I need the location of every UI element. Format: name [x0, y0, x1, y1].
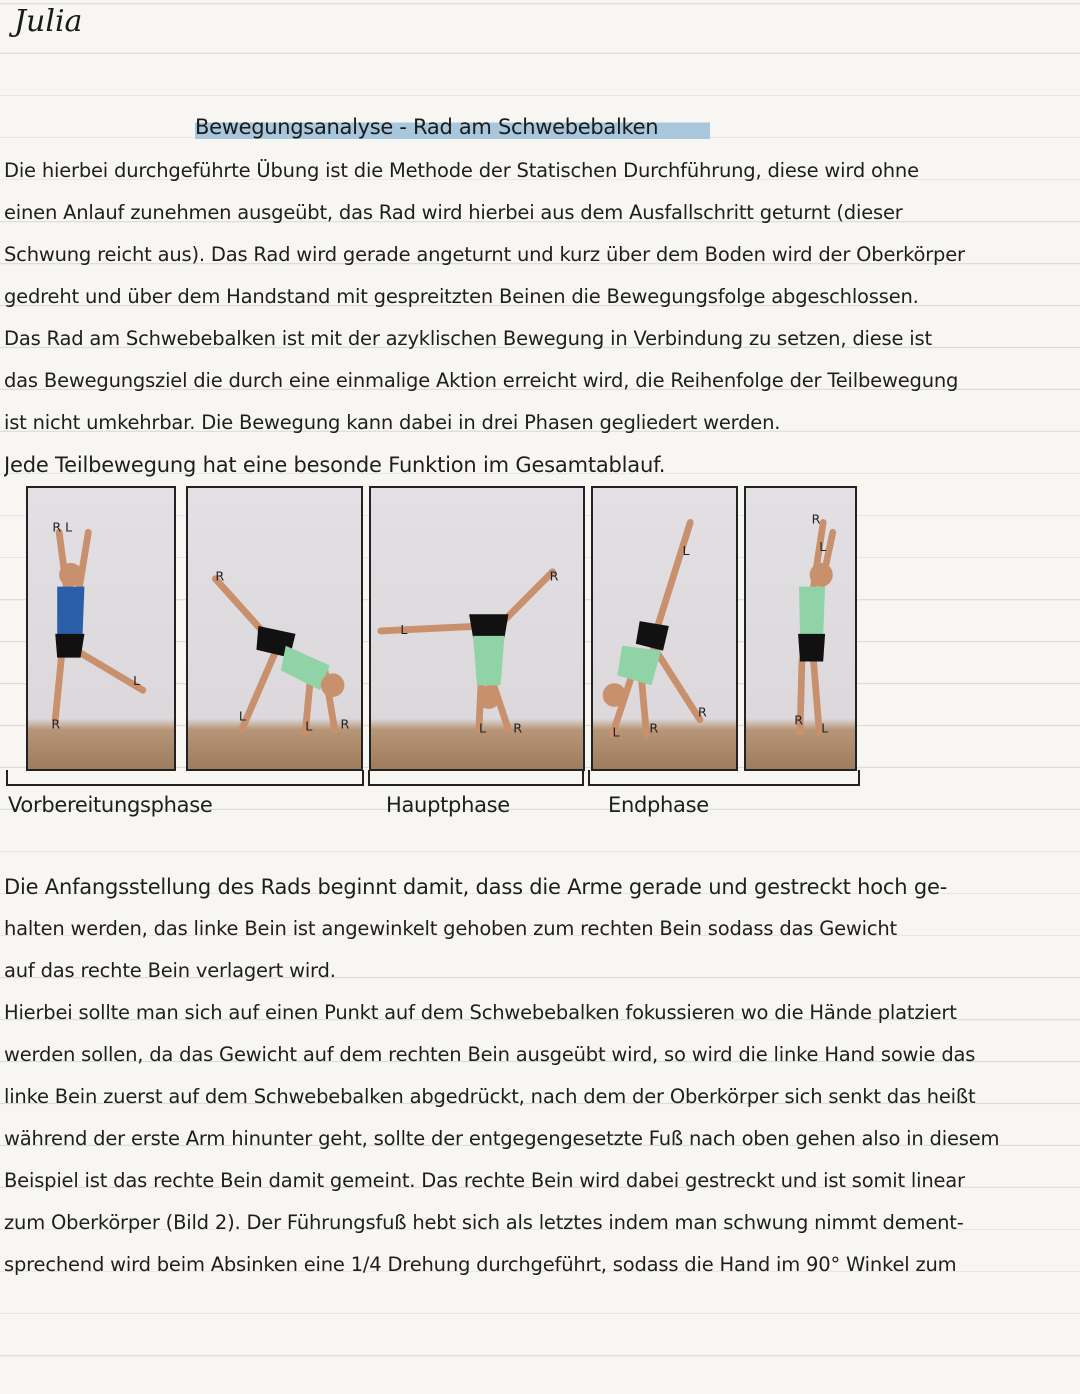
text-line: einen Anlauf zunehmen ausgeübt, das Rad wird hierbei aus dem Ausfallschritt geturnt (dieser: [4, 201, 903, 224]
text-line: halten werden, das linke Bein ist angewinkelt gehoben zum rechten Bein sodass das Gewicht: [4, 917, 898, 940]
text-line: Hierbei sollte man sich auf einen Punkt auf dem Schwebebalken fokussieren wo die Hände platziert: [4, 1001, 957, 1024]
bracket-preparation-phase: [6, 770, 364, 786]
text-line: gedreht und über dem Handstand mit gespreitzten Beinen die Bewegungsfolge abgeschlossen.: [4, 285, 919, 308]
page-title: Bewegungsanalyse - Rad am Schwebebalken: [195, 112, 710, 142]
text-line: linke Bein zuerst auf dem Schwebebalken abgedrückt, nach dem der Oberkörper sich senkt das heißt: [4, 1085, 976, 1108]
label-rl: R L: [52, 520, 73, 536]
label-l: L: [682, 543, 690, 560]
gymnast-figure-5: [746, 488, 855, 769]
label-r: R: [549, 569, 559, 585]
text-line: Schwung reicht aus). Das Rad wird gerade angeturnt und kurz über dem Boden wird der Oberkörper: [4, 243, 965, 266]
author-name: Julia: [14, 4, 83, 39]
label-l: L: [478, 721, 487, 737]
label-l: L: [238, 709, 246, 725]
text-line: Jede Teilbewegung hat eine besonde Funktion im Gesamtablauf.: [4, 453, 666, 477]
phase-label-main: Hauptphase: [386, 793, 510, 817]
gymnast-figure-2: [188, 488, 361, 769]
text-line: Die hierbei durchgeführte Übung ist die Methode der Statischen Durchführung, diese wird ohne: [4, 159, 919, 182]
gymnast-figure-1: [28, 488, 174, 769]
label-l: L: [400, 622, 408, 638]
text-line: zum Oberkörper (Bild 2). Der Führungsfuß hebt sich als letztes indem man schwung nimmt dement-: [4, 1211, 964, 1234]
text-line: sprechend wird beim Absinken eine 1/4 Drehung durchgeführt, sodass die Hand im 90° Winkel zum: [4, 1253, 957, 1276]
photo-1-start-position: [26, 486, 176, 771]
gymnast-figure-3: [371, 488, 583, 769]
gymnast-figure-4: [593, 488, 736, 769]
label-l: L: [819, 538, 827, 555]
label-r: R: [513, 721, 523, 737]
phase-label-end: Endphase: [608, 793, 709, 817]
text-line: Die Anfangsstellung des Rads beginnt damit, dass die Arme gerade und gestreckt hoch ge-: [4, 875, 948, 899]
text-line: auf das rechte Bein verlagert wird.: [4, 959, 336, 982]
label-r: R: [811, 511, 821, 527]
text-line: Das Rad am Schwebebalken ist mit der azyklischen Bewegung in Verbindung zu setzen, diese ist: [4, 327, 932, 350]
text-line: ist nicht umkehrbar. Die Bewegung kann dabei in drei Phasen gegliedert werden.: [4, 411, 781, 434]
bracket-main-phase: [368, 770, 584, 786]
text-line: während der erste Arm hinunter geht, sollte der entgegengesetzte Fuß nach oben gehen also in diesem: [4, 1127, 1000, 1150]
text-line: das Bewegungsziel die durch eine einmalige Aktion erreicht wird, die Reihenfolge der Teilbewegung: [4, 369, 959, 392]
photo-5-end-position: [744, 486, 857, 771]
bracket-end-phase: [588, 770, 860, 786]
label-r: R: [51, 717, 61, 733]
text-line: werden sollen, da das Gewicht auf dem rechten Bein ausgeübt wird, so wird die linke Hand sowie das: [4, 1043, 976, 1066]
label-l: L: [133, 674, 141, 690]
label-r: R: [794, 712, 803, 728]
label-l: L: [612, 725, 620, 741]
label-l: L: [305, 719, 313, 735]
photo-2-first-hand: [186, 486, 363, 771]
label-l: L: [821, 720, 829, 736]
photo-4-landing: [591, 486, 738, 771]
label-r: R: [698, 705, 707, 721]
label-r: R: [215, 569, 225, 585]
label-r: R: [649, 721, 659, 737]
text-line: Beispiel ist das rechte Bein damit gemeint. Das rechte Bein wird dabei gestreckt und ist somit linear: [4, 1169, 965, 1192]
phase-label-preparation: Vorbereitungsphase: [8, 793, 213, 817]
label-r: R: [340, 717, 350, 733]
photo-3-handstand-straddle: [369, 486, 585, 771]
